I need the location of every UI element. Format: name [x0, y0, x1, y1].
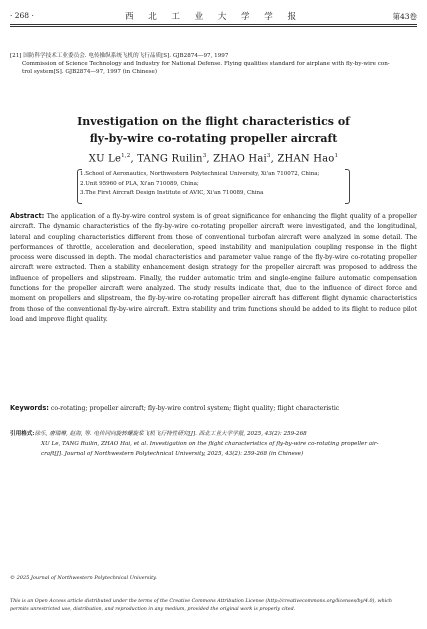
page-number: · 268 ·: [10, 11, 34, 20]
keywords-text: co-rotating; propeller aircraft; fly-by-wire control system; flight quality; flight characteristic: [50, 405, 340, 412]
author-name: TANG Ruilin: [137, 153, 203, 165]
affiliation-item: 1.School of Aeronautics, Northwestern Polytechnical University, Xi'an 710072, China;: [80, 171, 320, 177]
title-line-1: Investigation on the flight characteristics of: [77, 115, 350, 128]
license-notice: [10, 598, 417, 614]
license-line-1[interactable]: This is an Open Access article distributed under the terms of the Creative Commons Attribution License (http://creativecommons.org/licenses/by/4.0), which: [10, 599, 392, 604]
author-affiliation-marker: 3: [266, 153, 271, 159]
author-list: XU Le$^{1,2}$, TANG Ruilin$^3$, ZHAO Hai$^3$, ZHAN Hao$^1$: [88, 153, 339, 165]
header-rule-thin: [10, 26, 417, 27]
citation-label: 引用格式:: [10, 431, 35, 437]
page-header: [10, 8, 417, 24]
author-name: XU Le: [88, 153, 122, 165]
affiliation-item: 2.Unit 95960 of PLA, Xi'an 710089, China;: [80, 180, 199, 187]
affiliation-item: 3.The First Aircraft Design Institute of AVIC, Xi'an 710089, China: [80, 190, 264, 196]
author-name: ZHAO Hai: [213, 153, 267, 165]
copyright-notice: © 2025 Journal of Northwestern Polytechnical University.: [10, 575, 157, 581]
affiliation-brace-right: [345, 169, 350, 204]
author-affiliation-marker: 3: [202, 153, 207, 159]
author-affiliation-marker: 1,2: [121, 153, 131, 159]
journal-title: 西 北 工 业 大 学 学 报: [125, 12, 302, 22]
license-line-2: permits unrestricted use, distribution, and reproduction in any medium, provided the original work is properly cited.: [10, 607, 296, 612]
author-name: ZHAN Hao: [277, 153, 335, 165]
affiliation-list: [80, 170, 360, 199]
citation-line-1: 徐乐, 唐瑞琳, 赵海, 等. 电传同向旋转螺旋桨飞机飞行特性研究[J]. 西北工业大学学报, 2025, 43(2): 259-268: [34, 431, 307, 437]
citation-line-2: XU Le, TANG Ruilin, ZHAO Hai, et al. Investigation on the flight characteristics of fly-by-wire co-rotating propeller air-: [41, 440, 379, 447]
author-affiliation-marker: 1: [334, 153, 339, 159]
citation-line-3: craft[J]. Journal of Northwestern Polytechnical University, 2025, 43(2): 259-268 (in Chinese): [41, 450, 304, 457]
reference-line-3: trol system[S]. GJB2874—97, 1997 (in Chinese): [22, 69, 158, 75]
reference-entry: [10, 52, 417, 76]
abstract: [10, 211, 417, 325]
volume-label: 第43卷: [392, 12, 417, 21]
reference-line-2: Commission of Science Technology and Industry for National Defense. Flying qualities standard for airplane with fly-by-wire con-: [22, 61, 390, 67]
keywords-label: Keywords:: [10, 404, 49, 412]
article-title: [20, 113, 407, 147]
reference-line-1: [21] 国防科学技术工业委员会. 电传操纵系统飞机的飞行品质[S]. GJB2874—97, 1997: [10, 53, 229, 59]
header-rule: [10, 24, 417, 25]
title-line-2: fly-by-wire co-rotating propeller aircraft: [89, 132, 338, 145]
abstract-text: The application of a fly-by-wire control system is of great significance for enhancing the flight quality of a propeller aircraft. The dynamic characteristics of the fly-by-wire co-rotating propeller aircraft were investigated, and the longitudinal, lateral and coupling characteristics different from those of conventional turbofan aircraft were analyzed in some detail. The performances of throttle, acceleration and deceleration, speed instability and manipulation coupling response in the flight process were discussed in depth. The modal characteristics and parameter value range of the fly-by-wire co-rotating propeller aircraft were extracted. Then a stability enhancement design strategy for the propeller aircraft was proposed to address the influence of propellers and slipstream. Finally, the rudder automatic trim and single-engine failure automatic compensation functions for the propeller aircraft were analyzed. The study results indicate that, due to the influence of direct force and moment on propellers and slipstream, the fly-by-wire co-rotating propeller aircraft has different flight dynamic characteristics from those of the conventional fly-by-wire aircraft. Extra stability and trim functions should be added to its flight to reduce pilot load and improve flight quality.: [10, 213, 417, 323]
keywords: [10, 404, 417, 412]
abstract-label: Abstract:: [10, 212, 45, 220]
citation-format: [10, 430, 417, 459]
